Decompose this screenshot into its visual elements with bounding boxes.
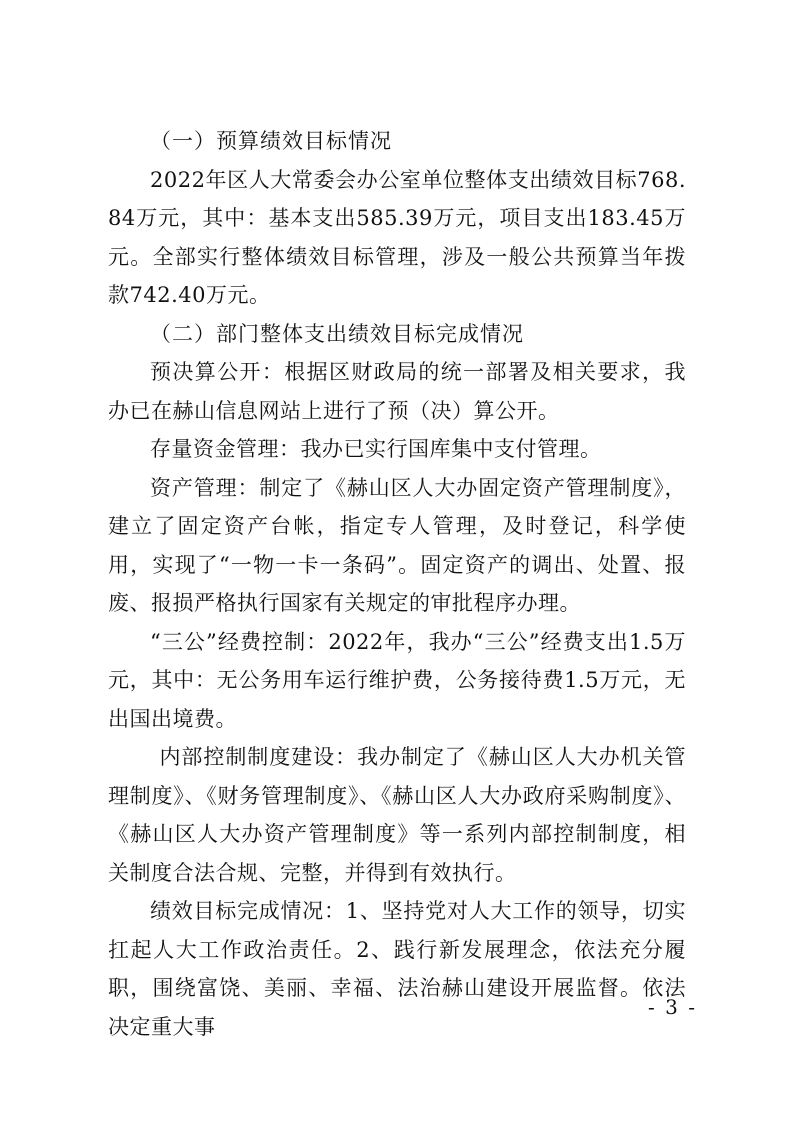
paragraph-fund-management: 存量资金管理：我办已实行国库集中支付管理。: [150, 437, 602, 461]
section-heading-budget-targets: （一）预算绩效目标情况: [150, 129, 392, 153]
paragraph-budget-targets: 2022年区人大常委会办公室单位整体支出绩效目标768.84万元，其中：基本支出585.39万元，项目支出183.45万元。全部实行整体绩效目标管理，涉及一般公共预算当年拨款742.40万元。: [108, 167, 686, 307]
section-heading-completion: （二）部门整体支出绩效目标完成情况: [150, 321, 524, 346]
paragraph-performance-completion: 绩效目标完成情况：1、坚持党对人大工作的领导，切实扛起人大工作政治责任。2、践行新发展理念，依法充分履职，围绕富饶、美丽、幸福、法治赫山建设开展监督。依法决定重大事: [108, 899, 686, 1039]
paragraph-three-public-expenses: “三公”经费控制：2022年，我办“三公”经费支出1.5万元，其中：无公务用车运行维护费，公务接待费1.5万元，无出国出境费。: [108, 629, 686, 731]
paragraph-disclosure: 预决算公开：根据区财政局的统一部署及相关要求，我办已在赫山信息网站上进行了预（决）算公开。: [108, 360, 686, 423]
paragraph-asset-management: 资产管理：制定了《赫山区人大办固定资产管理制度》，建立了固定资产台帐，指定专人管理，及时登记，科学使用，实现了“一物一卡一条码”。固定资产的调出、处置、报废、报损严格执行国家有关规定的审批程序办理。: [108, 475, 686, 615]
document-body: [108, 122, 686, 1046]
page-number: - 3 -: [648, 995, 697, 1019]
paragraph-internal-control: 内部控制制度建设：我办制定了《赫山区人大办机关管理制度》、《财务管理制度》、《赫山区人大办政府采购制度》、《赫山区人大办资产管理制度》等一系列内部控制制度，相关制度合法合规、完整，并得到有效执行。: [108, 745, 686, 885]
